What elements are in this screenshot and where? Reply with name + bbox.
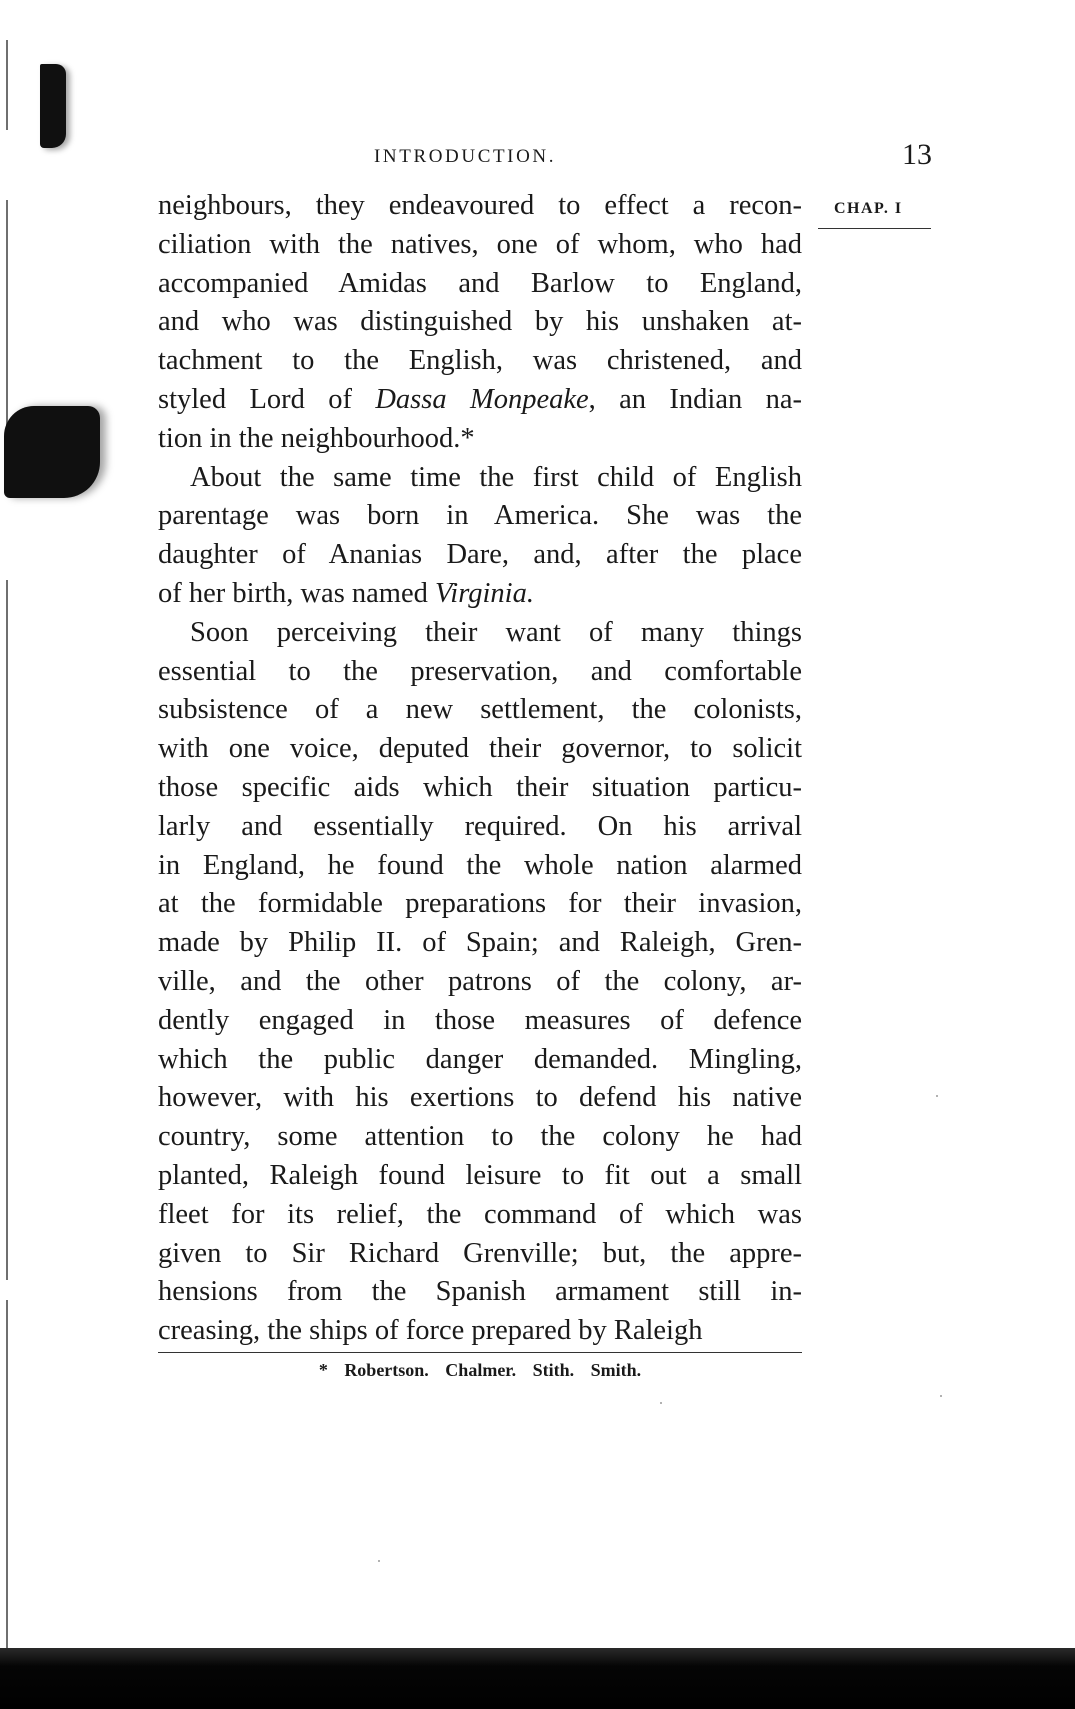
scan-ink-blot (40, 64, 66, 148)
text-line: given to Sir Richard Grenville; but, the appre- (158, 1237, 802, 1269)
text-line: accompanied Amidas and Barlow to England, (158, 267, 802, 299)
text-line: which the public danger demanded. Mingling, (158, 1043, 802, 1075)
text-line: hensions from the Spanish armament still in- (158, 1276, 802, 1308)
text-line: essential to the preservation, and comfortable (158, 655, 802, 687)
page-number: 13 (902, 138, 932, 171)
text-line (158, 381, 802, 420)
scan-speck (940, 1395, 942, 1397)
text-line: creasing, the ships of force prepared by Raleigh (158, 1315, 703, 1347)
chapter-margin-note: CHAP. I (834, 200, 903, 217)
text-line: those specific aids which their situation particu- (158, 771, 802, 803)
text-line: planted, Raleigh found leisure to fit out a small (158, 1159, 802, 1191)
scan-edge-line (6, 40, 8, 130)
text-line: tachment to the English, was christened, and (158, 345, 802, 377)
text-line: daughter of Ananias Dare, and, after the place (158, 539, 802, 571)
text-line: dently engaged in those measures of defence (158, 1004, 802, 1036)
text-line: About the same time the first child of English (190, 461, 802, 493)
scan-edge-line (6, 1300, 8, 1650)
scan-bottom-band (0, 1648, 1075, 1709)
text-line: parentage was born in America. She was the (158, 500, 802, 532)
text-line: and who was distinguished by his unshaken at- (158, 306, 802, 338)
text-line: ciliation with the natives, one of whom, who had (158, 228, 802, 260)
text-line: tion in the neighbourhood.* (158, 422, 475, 454)
text-line: fleet for its relief, the command of which was (158, 1198, 802, 1230)
text-line: country, some attention to the colony he had (158, 1121, 802, 1153)
scan-ink-blot (4, 406, 100, 498)
scan-speck (660, 1402, 662, 1404)
scan-edge-line (6, 200, 8, 440)
text-line: in England, he found the whole nation alarmed (158, 849, 802, 881)
text-roman: of her birth, was named (158, 577, 435, 609)
text-line: larly and essentially required. On his arrival (158, 810, 802, 842)
text-italic: Virginia. (435, 577, 534, 609)
body-text (158, 187, 802, 1351)
text-line: Soon perceiving their want of many things (190, 616, 802, 648)
text-line: at the formidable preparations for their invasion, (158, 888, 802, 920)
footnote: * Robertson. Chalmer. Stith. Smith. (318, 1360, 642, 1380)
text-italic: Dassa Monpeake (375, 383, 589, 415)
text-line: made by Philip II. of Spain; and Raleigh, Gren- (158, 927, 802, 959)
text-line: however, with his exertions to defend his native (158, 1082, 802, 1114)
text-line: neighbours, they endeavoured to effect a recon- (158, 190, 802, 221)
scan-speck (378, 1560, 380, 1562)
running-head: INTRODUCTION. (374, 146, 557, 167)
footnote-rule (158, 1352, 802, 1353)
text-line: subsistence of a new settlement, the colonists, (158, 694, 802, 726)
text-roman: styled Lord of (158, 383, 376, 415)
text-roman: , an Indian na- (588, 383, 802, 415)
scan-edge-line (6, 580, 8, 1280)
text-line: with one voice, deputed their governor, to solicit (158, 733, 802, 765)
text-line (158, 575, 802, 614)
text-line: ville, and the other patrons of the colony, ar- (158, 965, 802, 997)
margin-note-rule (818, 228, 931, 229)
scan-speck (936, 1095, 938, 1097)
